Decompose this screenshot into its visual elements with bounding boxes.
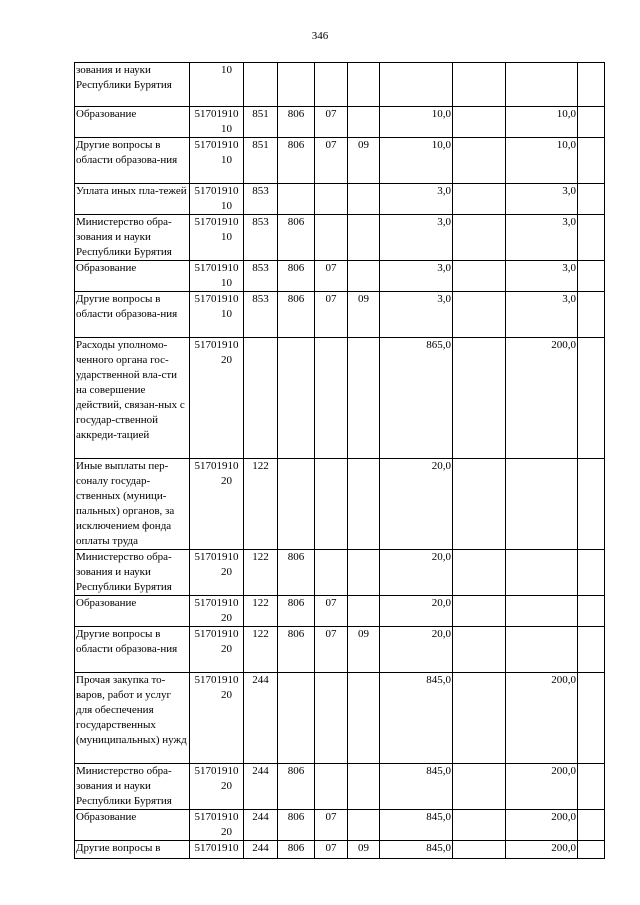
row-grbs-cell: 806 <box>278 215 315 261</box>
row-sum3-cell <box>506 627 578 673</box>
csr-code-suffix: 10 <box>221 231 232 243</box>
row-sum3-cell <box>506 550 578 596</box>
row-sum4-cell <box>578 215 605 261</box>
row-sum2-cell <box>453 596 506 627</box>
row-sum4-cell <box>578 107 605 138</box>
row-subsection-cell <box>348 764 380 810</box>
budget-table-body <box>75 63 605 859</box>
csr-code: 51701910 <box>194 139 239 151</box>
row-sum1-cell: 20,0 <box>380 550 453 596</box>
csr-code: 51701910 <box>194 674 239 686</box>
row-sum3-cell: 200,0 <box>506 673 578 764</box>
row-sum3-cell: 10,0 <box>506 138 578 184</box>
row-section-cell: 07 <box>315 596 348 627</box>
row-sum1-cell: 845,0 <box>380 673 453 764</box>
row-sum4-cell <box>578 764 605 810</box>
table-row <box>75 627 605 673</box>
row-name-cell: Прочая закупка то-варов, работ и услуг для обеспечения государственных (муниципальных) нужд <box>75 673 190 764</box>
row-name-cell: Министерство обра-зования и науки Республики Бурятия <box>75 550 190 596</box>
row-sum3-cell <box>506 596 578 627</box>
row-grbs-cell: 806 <box>278 107 315 138</box>
row-grbs-cell: 806 <box>278 596 315 627</box>
row-section-cell: 07 <box>315 292 348 338</box>
row-sum1-cell: 845,0 <box>380 841 453 859</box>
row-grbs-cell <box>278 459 315 550</box>
row-csr-cell <box>190 184 244 215</box>
row-sum2-cell <box>453 338 506 459</box>
row-sum4-cell <box>578 673 605 764</box>
row-sum2-cell <box>453 107 506 138</box>
row-grbs-cell: 806 <box>278 261 315 292</box>
csr-code-suffix: 20 <box>221 780 232 792</box>
row-csr-cell <box>190 107 244 138</box>
row-sum2-cell <box>453 841 506 859</box>
row-sum1-cell: 3,0 <box>380 292 453 338</box>
row-name-cell: Расходы уполномо-ченного органа гос-ударственной вла-сти на совершение действий, связан-ных с государ-ственной аккреди-тацией <box>75 338 190 459</box>
csr-code: 51701910 <box>194 293 239 305</box>
table-row <box>75 673 605 764</box>
row-section-cell <box>315 673 348 764</box>
row-grbs-cell: 806 <box>278 764 315 810</box>
row-sum2-cell <box>453 261 506 292</box>
row-section-cell <box>315 459 348 550</box>
row-name-cell: зования и науки Республики Бурятия <box>75 63 190 107</box>
row-grbs-cell: 806 <box>278 292 315 338</box>
row-name-cell: Иные выплаты пер-соналу государ-ственных (муници-пальных) органов, за исключением фонда оплаты труда <box>75 459 190 550</box>
row-sum1-cell: 3,0 <box>380 184 453 215</box>
row-sum2-cell <box>453 215 506 261</box>
row-subsection-cell <box>348 550 380 596</box>
csr-code: 51701910 <box>194 216 239 228</box>
csr-code: 51701910 <box>194 108 239 120</box>
row-section-cell <box>315 764 348 810</box>
row-csr-cell <box>190 596 244 627</box>
row-csr-cell <box>190 459 244 550</box>
row-vr-cell: 244 <box>244 841 278 859</box>
row-section-cell <box>315 215 348 261</box>
csr-code-suffix: 20 <box>221 566 232 578</box>
row-sum3-cell: 200,0 <box>506 338 578 459</box>
row-subsection-cell <box>348 673 380 764</box>
row-name-cell: Другие вопросы в <box>75 841 190 859</box>
csr-code-suffix: 20 <box>221 612 232 624</box>
csr-code-suffix: 10 <box>221 123 232 135</box>
row-vr-cell: 122 <box>244 459 278 550</box>
table-row <box>75 138 605 184</box>
row-subsection-cell: 09 <box>348 841 380 859</box>
table-row <box>75 810 605 841</box>
row-section-cell <box>315 184 348 215</box>
row-csr-cell <box>190 550 244 596</box>
row-grbs-cell: 806 <box>278 550 315 596</box>
row-sum2-cell <box>453 63 506 107</box>
row-csr-cell <box>190 338 244 459</box>
row-sum1-cell: 10,0 <box>380 107 453 138</box>
csr-code-suffix: 20 <box>221 689 232 701</box>
row-vr-cell: 244 <box>244 673 278 764</box>
row-subsection-cell <box>348 810 380 841</box>
table-row <box>75 459 605 550</box>
row-vr-cell: 853 <box>244 184 278 215</box>
row-vr-cell: 851 <box>244 107 278 138</box>
row-sum2-cell <box>453 292 506 338</box>
row-section-cell: 07 <box>315 261 348 292</box>
row-vr-cell: 851 <box>244 138 278 184</box>
row-sum3-cell <box>506 459 578 550</box>
row-sum1-cell: 10,0 <box>380 138 453 184</box>
row-csr-cell <box>190 810 244 841</box>
table-row <box>75 292 605 338</box>
row-grbs-cell <box>278 338 315 459</box>
row-subsection-cell <box>348 63 380 107</box>
row-subsection-cell: 09 <box>348 627 380 673</box>
row-sum2-cell <box>453 627 506 673</box>
row-name-cell: Уплата иных пла-тежей <box>75 184 190 215</box>
row-section-cell: 07 <box>315 841 348 859</box>
row-name-cell: Образование <box>75 596 190 627</box>
row-sum3-cell: 200,0 <box>506 764 578 810</box>
row-grbs-cell: 806 <box>278 810 315 841</box>
row-sum1-cell: 20,0 <box>380 596 453 627</box>
row-name-cell: Образование <box>75 261 190 292</box>
row-section-cell <box>315 63 348 107</box>
row-subsection-cell <box>348 184 380 215</box>
row-sum3-cell <box>506 63 578 107</box>
row-sum3-cell: 200,0 <box>506 841 578 859</box>
row-grbs-cell: 806 <box>278 841 315 859</box>
row-sum3-cell: 3,0 <box>506 215 578 261</box>
row-sum4-cell <box>578 184 605 215</box>
csr-code: 51701910 <box>194 597 239 609</box>
csr-code-suffix: 20 <box>221 475 232 487</box>
row-name-cell: Другие вопросы в области образова-ния <box>75 138 190 184</box>
csr-code: 51701910 <box>194 551 239 563</box>
row-sum3-cell: 3,0 <box>506 292 578 338</box>
row-sum1-cell: 20,0 <box>380 459 453 550</box>
row-csr-cell <box>190 673 244 764</box>
csr-code-suffix: 10 <box>221 277 232 289</box>
table-row <box>75 764 605 810</box>
table-row <box>75 841 605 859</box>
page-number: 346 <box>311 30 329 42</box>
csr-code-suffix: 10 <box>221 154 232 166</box>
row-grbs-cell <box>278 673 315 764</box>
row-sum2-cell <box>453 459 506 550</box>
row-sum4-cell <box>578 627 605 673</box>
row-subsection-cell <box>348 107 380 138</box>
csr-code: 51701910 <box>194 811 239 823</box>
row-csr-cell <box>190 292 244 338</box>
row-sum2-cell <box>453 673 506 764</box>
row-name-cell: Министерство обра-зования и науки Республики Бурятия <box>75 764 190 810</box>
row-name-cell: Другие вопросы в области образова-ния <box>75 627 190 673</box>
csr-code-suffix: 20 <box>221 643 232 655</box>
row-subsection-cell: 09 <box>348 138 380 184</box>
row-vr-cell <box>244 63 278 107</box>
row-vr-cell: 244 <box>244 810 278 841</box>
csr-code: 51701910 <box>194 262 239 274</box>
row-sum4-cell <box>578 292 605 338</box>
row-csr-cell <box>190 627 244 673</box>
row-csr-cell <box>190 841 244 859</box>
csr-code: 51701910 <box>194 460 239 472</box>
row-sum4-cell <box>578 459 605 550</box>
csr-code-suffix: 10 <box>221 200 232 212</box>
table-row <box>75 184 605 215</box>
row-section-cell <box>315 550 348 596</box>
csr-code: 51701910 <box>194 842 239 854</box>
row-subsection-cell <box>348 338 380 459</box>
row-section-cell: 07 <box>315 810 348 841</box>
row-subsection-cell <box>348 215 380 261</box>
row-name-cell: Другие вопросы в области образова-ния <box>75 292 190 338</box>
row-csr-cell <box>190 138 244 184</box>
row-sum3-cell: 3,0 <box>506 261 578 292</box>
row-sum1-cell: 20,0 <box>380 627 453 673</box>
row-name-cell: Образование <box>75 810 190 841</box>
row-vr-cell: 853 <box>244 261 278 292</box>
row-sum4-cell <box>578 63 605 107</box>
row-sum3-cell: 10,0 <box>506 107 578 138</box>
row-vr-cell: 853 <box>244 215 278 261</box>
row-vr-cell: 853 <box>244 292 278 338</box>
row-sum4-cell <box>578 810 605 841</box>
table-row <box>75 215 605 261</box>
row-grbs-cell <box>278 184 315 215</box>
row-sum1-cell: 865,0 <box>380 338 453 459</box>
row-subsection-cell <box>348 459 380 550</box>
row-section-cell: 07 <box>315 138 348 184</box>
row-sum1-cell: 845,0 <box>380 810 453 841</box>
table-row <box>75 107 605 138</box>
row-csr-cell <box>190 63 244 107</box>
row-sum1-cell: 845,0 <box>380 764 453 810</box>
row-sum3-cell: 200,0 <box>506 810 578 841</box>
row-grbs-cell <box>278 63 315 107</box>
csr-code-suffix: 10 <box>221 308 232 320</box>
csr-code-suffix: 20 <box>221 354 232 366</box>
row-sum4-cell <box>578 841 605 859</box>
row-vr-cell: 244 <box>244 764 278 810</box>
row-name-cell: Министерство обра-зования и науки Республики Бурятия <box>75 215 190 261</box>
csr-code: 51701910 <box>194 339 239 351</box>
csr-code-suffix: 20 <box>221 826 232 838</box>
row-grbs-cell: 806 <box>278 138 315 184</box>
row-subsection-cell <box>348 261 380 292</box>
row-sum1-cell <box>380 63 453 107</box>
row-sum1-cell: 3,0 <box>380 261 453 292</box>
row-sum4-cell <box>578 138 605 184</box>
row-section-cell: 07 <box>315 627 348 673</box>
row-subsection-cell: 09 <box>348 292 380 338</box>
row-sum2-cell <box>453 184 506 215</box>
row-grbs-cell: 806 <box>278 627 315 673</box>
row-vr-cell <box>244 338 278 459</box>
row-csr-cell <box>190 261 244 292</box>
row-sum2-cell <box>453 550 506 596</box>
row-name-cell: Образование <box>75 107 190 138</box>
csr-code: 51701910 <box>194 765 239 777</box>
row-csr-cell <box>190 215 244 261</box>
row-section-cell <box>315 338 348 459</box>
table-row <box>75 63 605 107</box>
table-row <box>75 596 605 627</box>
row-csr-cell <box>190 764 244 810</box>
row-sum4-cell <box>578 338 605 459</box>
row-sum4-cell <box>578 596 605 627</box>
csr-code: 51701910 <box>194 628 239 640</box>
table-row <box>75 338 605 459</box>
row-subsection-cell <box>348 596 380 627</box>
row-sum2-cell <box>453 810 506 841</box>
row-sum2-cell <box>453 764 506 810</box>
row-vr-cell: 122 <box>244 550 278 596</box>
csr-code-suffix: 10 <box>221 64 232 76</box>
row-vr-cell: 122 <box>244 596 278 627</box>
row-sum4-cell <box>578 550 605 596</box>
csr-code: 51701910 <box>194 185 239 197</box>
row-sum4-cell <box>578 261 605 292</box>
table-row <box>75 550 605 596</box>
row-sum3-cell: 3,0 <box>506 184 578 215</box>
table-row <box>75 261 605 292</box>
row-section-cell: 07 <box>315 107 348 138</box>
row-sum1-cell: 3,0 <box>380 215 453 261</box>
row-sum2-cell <box>453 138 506 184</box>
row-vr-cell: 122 <box>244 627 278 673</box>
budget-table <box>74 62 605 859</box>
